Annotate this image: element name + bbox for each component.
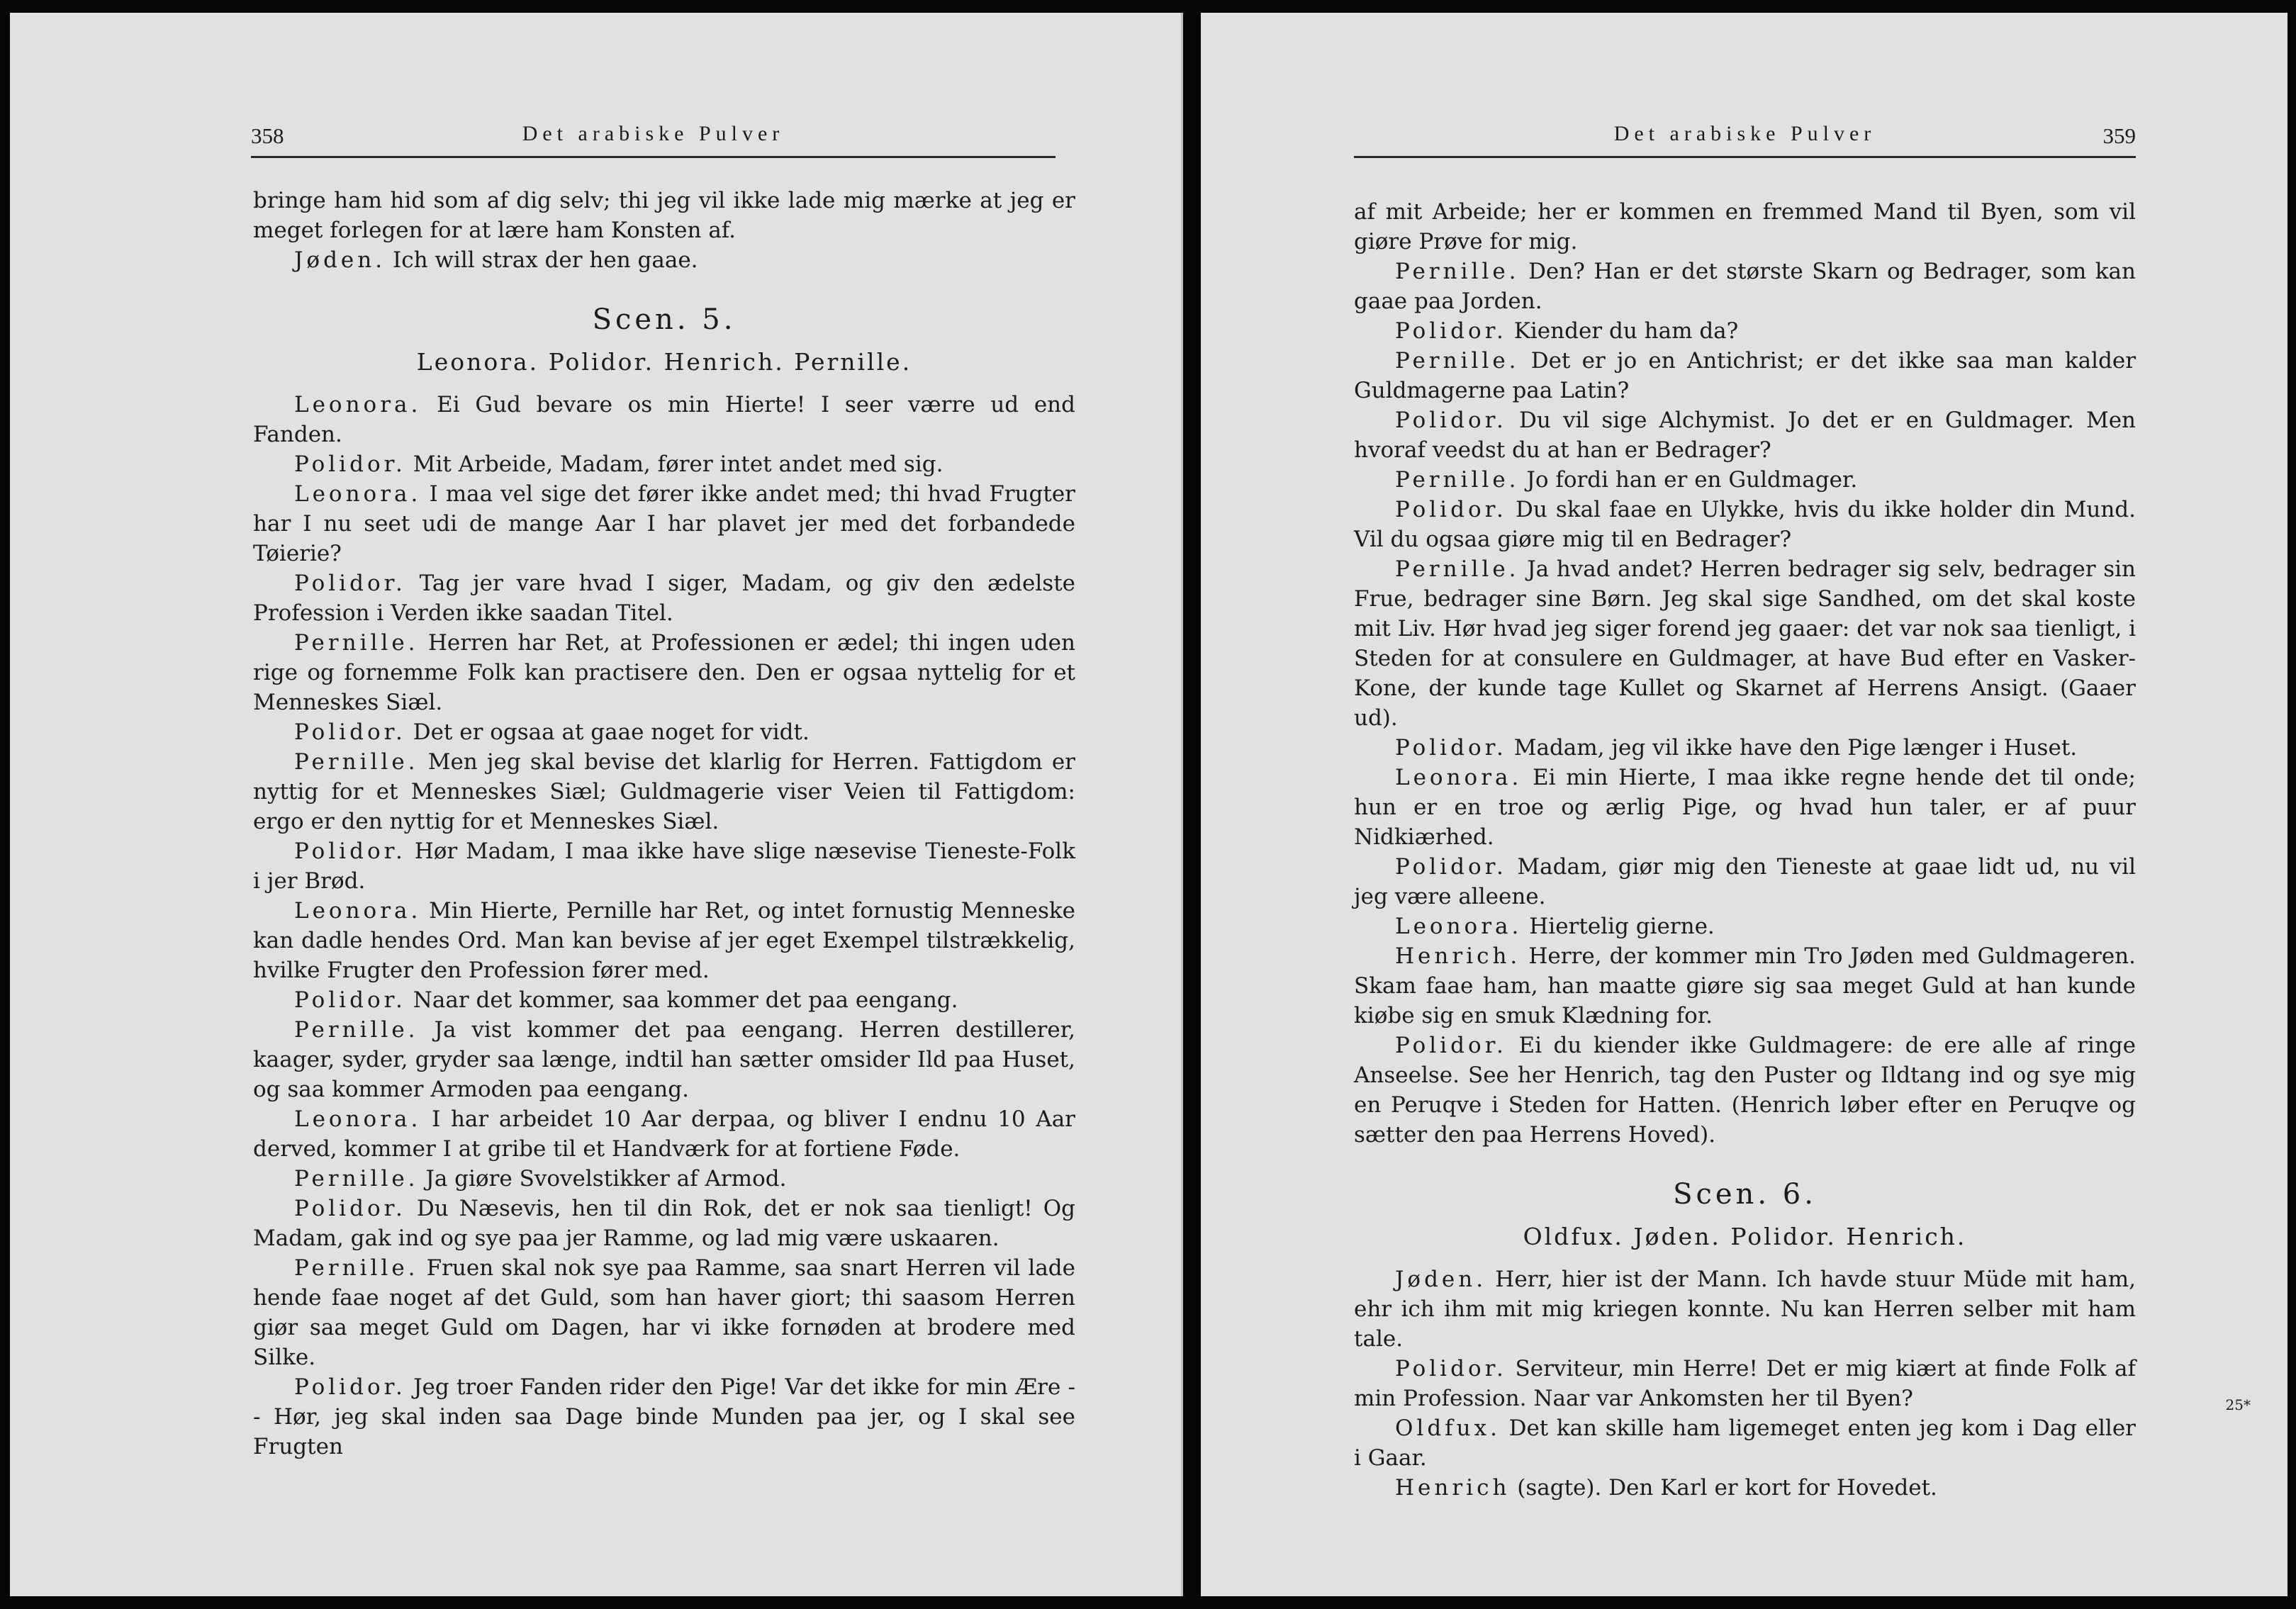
speaker-name: Polidor. <box>294 1374 406 1400</box>
speaker-name: Henrich. <box>1395 943 1521 969</box>
dialogue-line <box>1354 852 2136 912</box>
speaker-name: Polidor. <box>1395 318 1507 344</box>
speech-text: Du Næsevis, hen til din Rok, det er nok saa tienligt! Og Madam, gak ind og sye paa jer Ramme, og lad mig være uskaaren. <box>253 1196 1076 1251</box>
speech-text: Hiertelig gierne. <box>1529 914 1715 939</box>
dialogue-line <box>1354 554 2136 733</box>
speaker-name: Leonora. <box>1395 765 1523 790</box>
right-dialogue-list-scene-6 <box>1354 1265 2136 1503</box>
dialogue-line <box>253 479 1075 568</box>
speaker-name: Polidor. <box>1395 735 1507 761</box>
dialogue-line <box>1354 733 2136 763</box>
speaker-name: Pernille. <box>294 1255 419 1281</box>
dialogue-line <box>1354 763 2136 852</box>
speaker-name: Pernille. <box>1395 348 1520 374</box>
speech-text: Jo fordi han er en Guldmager. <box>1526 467 1858 493</box>
right-continuation-text: af mit Arbeide; her er kommen en fremmed Mand til Byen, som vil giøre Prøve for mig. <box>1354 199 2136 254</box>
speech-text: Du vil sige Alchymist. Jo det er en Guldmager. Men hvoraf veedst du at han er Bedrager? <box>1354 408 2136 463</box>
dialogue-line <box>1354 405 2136 465</box>
speech-text: Min Hierte, Pernille har Ret, og intet fornustig Menneske kan dadle hendes Ord. Man kan bevise af jer eget Exempel tilstrækkelig, hvilke Frugter den Profession fører med. <box>253 898 1075 983</box>
dialogue-line <box>1354 1265 2136 1354</box>
dialogue-line <box>253 1164 1075 1194</box>
speech-text: Herr, hier ist der Mann. Ich havde stuur Müde mit ham, ehr ich ihm mit mig kriegen konnte. Nu kan Herren selber mit ham tale. <box>1354 1267 2136 1352</box>
scene-heading-6: Scen. 6. <box>1673 1178 1817 1211</box>
speaker-name: Polidor. <box>1395 1356 1507 1381</box>
speaker-name: Polidor. <box>294 839 406 864</box>
speaker-name: Jøden. <box>1395 1267 1487 1292</box>
dialogue-line <box>1354 1473 2136 1503</box>
speech-text: Tag jer vare hvad I siger, Madam, og giv den ædelste Profession i Verden ikke saadan Titel. <box>253 571 1075 626</box>
scene-cast-5: Leonora. Polidor. Henrich. Pernille. <box>416 348 912 376</box>
dialogue-line <box>253 896 1075 985</box>
speaker-name: Polidor. <box>1395 497 1507 522</box>
speech-text: Det kan skille ham ligemeget enten jeg kom i Dag eller i Gaar. <box>1354 1415 2137 1471</box>
speaker-name: Polidor. <box>294 452 406 477</box>
speech-text: Naar det kommer, saa kommer det paa eengang. <box>413 987 958 1013</box>
right-running-title: Det arabiske Pulver <box>1613 122 1876 145</box>
dialogue-line <box>1354 941 2136 1031</box>
speaker-name: Polidor. <box>1395 1033 1507 1058</box>
speaker-name: Leonora. <box>1395 914 1523 939</box>
speech-text: Ja giøre Svovelstikker af Armod. <box>425 1166 787 1192</box>
dialogue-line <box>253 449 1075 479</box>
dialogue-line <box>253 1253 1075 1372</box>
dialogue-line <box>253 1015 1075 1104</box>
dialogue-line <box>1354 1413 2136 1473</box>
right-dialogue-list <box>1354 257 2136 1150</box>
dialogue-line <box>1354 316 2136 346</box>
speaker-name: Henrich <box>1395 1475 1511 1501</box>
speech-text: I har arbeidet 10 Aar derpaa, og bliver I endnu 10 Aar derved, kommer I at gribe til et Handværk for at fortiene Føde. <box>253 1106 1076 1162</box>
dialogue-line <box>253 628 1075 717</box>
dialogue-line <box>253 836 1075 896</box>
scene-cast-6: Oldfux. Jøden. Polidor. Henrich. <box>1523 1223 1967 1250</box>
speech-text: Herre, der kommer min Tro Jøden med Guldmageren. Skam faae ham, han maatte giøre sig saa meget Guld at han kunde kiøbe sig en smuk Klædning for. <box>1354 943 2136 1028</box>
speech-text: Du skal faae en Ulykke, hvis du ikke holder din Mund. Vil du ogsaa giøre mig til en Bedrager? <box>1354 497 2136 552</box>
dialogue-line <box>253 985 1075 1015</box>
left-dialogue-list <box>253 390 1075 1462</box>
right-page-body <box>1354 197 2136 1503</box>
speech-text: (sagte). Den Karl er kort for Hovedet. <box>1517 1475 1937 1501</box>
speaker-name: Leonora. <box>294 898 422 924</box>
dialogue-line <box>253 717 1075 747</box>
speech-text: Hør Madam, I maa ikke have slige næsevise Tieneste-Folk i jer Brød. <box>253 839 1076 894</box>
speaker-name: Polidor. <box>294 719 406 745</box>
dialogue-line <box>1354 495 2136 554</box>
speaker-name: Oldfux. <box>1395 1415 1501 1441</box>
left-page-body <box>253 186 1075 1462</box>
speaker-name: Pernille. <box>294 1017 419 1043</box>
speaker-name: Polidor. <box>1395 408 1507 433</box>
speech-text: Mit Arbeide, Madam, fører intet andet med sig. <box>413 452 943 477</box>
left-page <box>10 13 1183 1596</box>
speech-text: I maa vel sige det fører ikke andet med; thi hvad Frugter har I nu seet udi de mange Aar I har plavet jer med det forbandede Tøierie? <box>253 481 1075 566</box>
speaker-name: Polidor. <box>294 1196 406 1221</box>
speech-text: Fruen skal nok sye paa Ramme, saa snart Herren vil lade hende faae noget af det Guld, som han haver giort; thi saasom Herren giør saa meget Guld om Dagen, har vi ikke fornøden at brodere med Silke. <box>253 1255 1075 1370</box>
speaker-name: Polidor. <box>294 571 406 596</box>
speaker-name: Leonora. <box>294 392 422 417</box>
dialogue-line <box>253 390 1075 449</box>
speech-text: Den? Han er det største Skarn og Bedrager, som kan gaae paa Jorden. <box>1354 259 2136 314</box>
speaker-name: Pernille. <box>1395 467 1520 493</box>
speech-text: Ei Gud bevare os min Hierte! I seer værre ud end Fanden. <box>253 392 1075 447</box>
speech-text: Madam, jeg vil ikke have den Pige længer i Huset. <box>1513 735 2078 761</box>
dialogue-line <box>1354 912 2136 941</box>
speaker-name: Leonora. <box>294 1106 422 1132</box>
speech-text: Ja vist kommer det paa eengang. Herren destillerer, kaager, syder, gryder saa længe, indtil han sætter omsider Ild paa Huset, og saa kommer Armoden paa eengang. <box>253 1017 1075 1102</box>
speech-text: Men jeg skal bevise det klarlig for Herren. Fattigdom er nyttig for et Menneskes Siæl; Guldmagerie viser Veien til Fattigdom: ergo er den nyttig for et Menneskes Siæl. <box>253 749 1075 834</box>
dialogue-line <box>253 245 1075 275</box>
speaker-name: Pernille. <box>1395 259 1520 284</box>
dialogue-line <box>1354 465 2136 495</box>
left-running-title: Det arabiske Pulver <box>522 122 785 145</box>
dialogue-line <box>253 1194 1075 1253</box>
dialogue-line <box>1354 257 2136 316</box>
left-page-number: 358 <box>251 123 284 148</box>
speech-text: Ei du kiender ikke Guldmagere: de ere alle af ringe Anseelse. See her Henrich, tag den Puster og Ildtang ind og sye mig en Peruqve i Steden for Hatten. (Henrich løber efter en Peruqve og sætter den paa Herrens Hoved). <box>1354 1033 2136 1148</box>
right-running-head <box>1354 119 2136 158</box>
left-continuation-text: bringe ham hid som af dig selv; thi jeg vil ikke lade mig mærke at jeg er meget forlegen for at lære ham Konsten af. <box>253 188 1075 243</box>
speech-text: Det er ogsaa at gaae noget for vidt. <box>413 719 810 745</box>
speech-text: Kiender du ham da? <box>1513 318 1739 344</box>
speech-text: Ei min Hierte, I maa ikke regne hende det til onde; hun er en troe og ærlig Pige, og hvad hun taler, er af puur Nidkiærhed. <box>1354 765 2136 850</box>
speech-text: Jeg troer Fanden rider den Pige! Var det ikke for min Ære - - Hør, jeg skal inden saa Dage binde Munden paa jer, og I skal see Frugten <box>253 1374 1076 1459</box>
speech-text: Ich will strax der hen gaae. <box>392 247 698 273</box>
speech-text: Det er jo en Antichrist; er det ikke saa man kalder Guldmagerne paa Latin? <box>1354 348 2137 403</box>
speaker-name: Polidor. <box>1395 854 1507 880</box>
dialogue-line <box>1354 1031 2136 1150</box>
right-page <box>1201 13 2287 1596</box>
dialogue-line <box>1354 346 2136 405</box>
speaker-name: Jøden. <box>294 247 386 273</box>
speech-text: Madam, giør mig den Tieneste at gaae lidt ud, nu vil jeg være alleene. <box>1354 854 2136 909</box>
signature-mark: 25* <box>2225 1396 2251 1413</box>
scene-heading-5: Scen. 5. <box>592 303 737 336</box>
speaker-name: Pernille. <box>294 1166 419 1192</box>
dialogue-line <box>253 568 1075 628</box>
speech-text: Serviteur, min Herre! Det er mig kiært at finde Folk af min Profession. Naar var Ankomsten her til Byen? <box>1354 1356 2136 1411</box>
speaker-name: Pernille. <box>1395 556 1520 582</box>
left-running-head <box>251 119 1055 158</box>
dialogue-line <box>1354 1354 2136 1413</box>
speech-text: Herren har Ret, at Professionen er ædel; thi ingen uden rige og fornemme Folk kan practisere den. Den er ogsaa nyttelig for et Menneskes Siæl. <box>253 630 1075 715</box>
dialogue-line <box>253 747 1075 836</box>
speaker-name: Pernille. <box>294 630 419 656</box>
speech-text: Ja hvad andet? Herren bedrager sig selv, bedrager sin Frue, bedrager sine Børn. Jeg skal sige Sandhed, om det skal koste mit Liv. Hør hvad jeg siger forend jeg gaaer: det var nok saa tienligt, i Steden for at consulere en Guldmager, at have Bud efter en Vasker-Kone, der kunde tage Kullet og Skarnet af Herrens Ansigt. (Gaaer ud). <box>1354 556 2137 731</box>
speaker-name: Pernille. <box>294 749 419 775</box>
dialogue-line <box>253 1372 1075 1462</box>
dialogue-line <box>253 1104 1075 1164</box>
right-page-number: 359 <box>2102 123 2136 148</box>
speaker-name: Polidor. <box>294 987 406 1013</box>
speaker-name: Leonora. <box>294 481 422 507</box>
